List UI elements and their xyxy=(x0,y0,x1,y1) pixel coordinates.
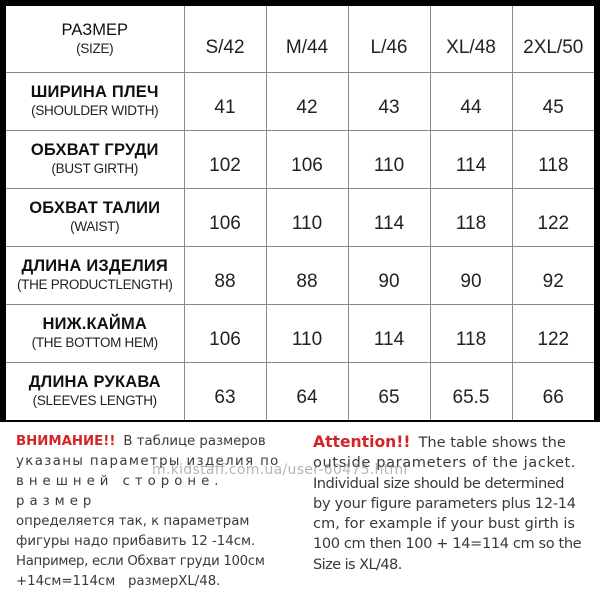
table-row xyxy=(6,246,594,304)
value-cell: 106 xyxy=(184,304,266,362)
value-cell: 88 xyxy=(266,246,348,304)
notes-section xyxy=(0,430,600,600)
watermark-text: m.kidstaff.com.ua/user-60475.html xyxy=(152,462,408,478)
value-cell: 43 xyxy=(348,72,430,130)
note-en-line: by your figure parameters plus 12-14 xyxy=(313,494,576,512)
value-cell: 90 xyxy=(348,246,430,304)
size-header: 2XL/50 xyxy=(512,6,594,72)
row-label-ru: ШИРИНА ПЛЕЧ xyxy=(30,83,159,101)
value-cell: 90 xyxy=(430,246,512,304)
value-cell: 45 xyxy=(512,72,594,130)
header-label-en: (SIZE) xyxy=(76,40,114,56)
row-label-ru: ОБХВАТ ТАЛИИ xyxy=(29,199,161,217)
header-label-ru: РАЗМЕР xyxy=(61,20,128,39)
value-cell: 102 xyxy=(184,130,266,188)
value-cell: 64 xyxy=(266,362,348,420)
table-row xyxy=(6,72,594,130)
row-label-en: (THE PRODUCTLENGTH) xyxy=(16,277,173,292)
row-label-ru: НИЖ.КАЙМА xyxy=(42,315,148,333)
value-cell: 110 xyxy=(266,304,348,362)
row-label-ru: ДЛИНА ИЗДЕЛИЯ xyxy=(21,257,168,275)
note-english xyxy=(313,432,596,575)
value-cell: 41 xyxy=(184,72,266,130)
row-label-en: (THE BOTTOM HEM) xyxy=(31,335,158,350)
row-label-cell xyxy=(6,246,184,304)
row-label-cell xyxy=(6,130,184,188)
note-en-line: The table shows the xyxy=(418,434,566,451)
value-cell: 114 xyxy=(348,188,430,246)
value-cell: 118 xyxy=(430,188,512,246)
table-row xyxy=(6,130,594,188)
note-en-line: Size is XL/48. xyxy=(313,555,402,573)
header-row xyxy=(6,6,594,72)
row-label-en: (SHOULDER WIDTH) xyxy=(31,103,159,118)
size-header: M/44 xyxy=(266,6,348,72)
note-ru-line: определяется так, к параметрам xyxy=(16,514,250,529)
note-ru-line: внешней стороне. размер xyxy=(16,474,224,509)
size-header: XL/48 xyxy=(430,6,512,72)
warning-label-ru: ВНИМАНИЕ!! xyxy=(16,434,116,449)
table-row xyxy=(6,362,594,420)
value-cell: 118 xyxy=(430,304,512,362)
value-cell: 92 xyxy=(512,246,594,304)
note-ru-line: указаны параметры изделия по xyxy=(16,454,280,469)
note-en-line: 100 cm then 100 + 14=114 cm so the xyxy=(313,535,582,553)
row-label-cell xyxy=(6,304,184,362)
note-en-line: cm, for example if your bust girth is xyxy=(313,515,576,533)
table-row xyxy=(6,304,594,362)
value-cell: 63 xyxy=(184,362,266,420)
row-label-cell xyxy=(6,188,184,246)
note-russian xyxy=(16,432,296,592)
row-label-en: (WAIST) xyxy=(70,219,120,234)
row-label-cell xyxy=(6,72,184,130)
note-ru-line: фигуры надо прибавить 12 -14см. xyxy=(16,534,256,549)
value-cell: 110 xyxy=(266,188,348,246)
row-label-ru: ОБХВАТ ГРУДИ xyxy=(30,141,159,159)
note-en-line: Individual size should be determined xyxy=(313,474,564,492)
value-cell: 42 xyxy=(266,72,348,130)
row-label-ru: ДЛИНА РУКАВА xyxy=(28,373,161,392)
value-cell: 110 xyxy=(348,130,430,188)
row-label-en: (BUST GIRTH) xyxy=(51,161,139,176)
row-label-en: (SLEEVES LENGTH) xyxy=(32,393,157,409)
value-cell: 114 xyxy=(430,130,512,188)
value-cell: 88 xyxy=(184,246,266,304)
value-cell: 106 xyxy=(266,130,348,188)
note-ru-line: В таблице размеров xyxy=(123,434,266,449)
value-cell: 122 xyxy=(512,304,594,362)
value-cell: 65.5 xyxy=(430,362,512,420)
row-label-cell xyxy=(6,362,184,420)
size-chart-table xyxy=(6,6,594,420)
value-cell: 122 xyxy=(512,188,594,246)
header-label-cell xyxy=(6,6,184,72)
value-cell: 114 xyxy=(348,304,430,362)
value-cell: 65 xyxy=(348,362,430,420)
note-en-line: outside parameters of the jacket. xyxy=(313,454,577,472)
value-cell: 118 xyxy=(512,130,594,188)
value-cell: 66 xyxy=(512,362,594,420)
size-header: L/46 xyxy=(348,6,430,72)
warning-label-en: Attention!! xyxy=(313,433,411,451)
value-cell: 44 xyxy=(430,72,512,130)
value-cell: 106 xyxy=(184,188,266,246)
size-header: S/42 xyxy=(184,6,266,72)
note-ru-line: Например, если Обхват груди 100см xyxy=(16,554,265,569)
note-ru-line: +14см=114см размерXL/48. xyxy=(16,574,221,589)
table-row xyxy=(6,188,594,246)
